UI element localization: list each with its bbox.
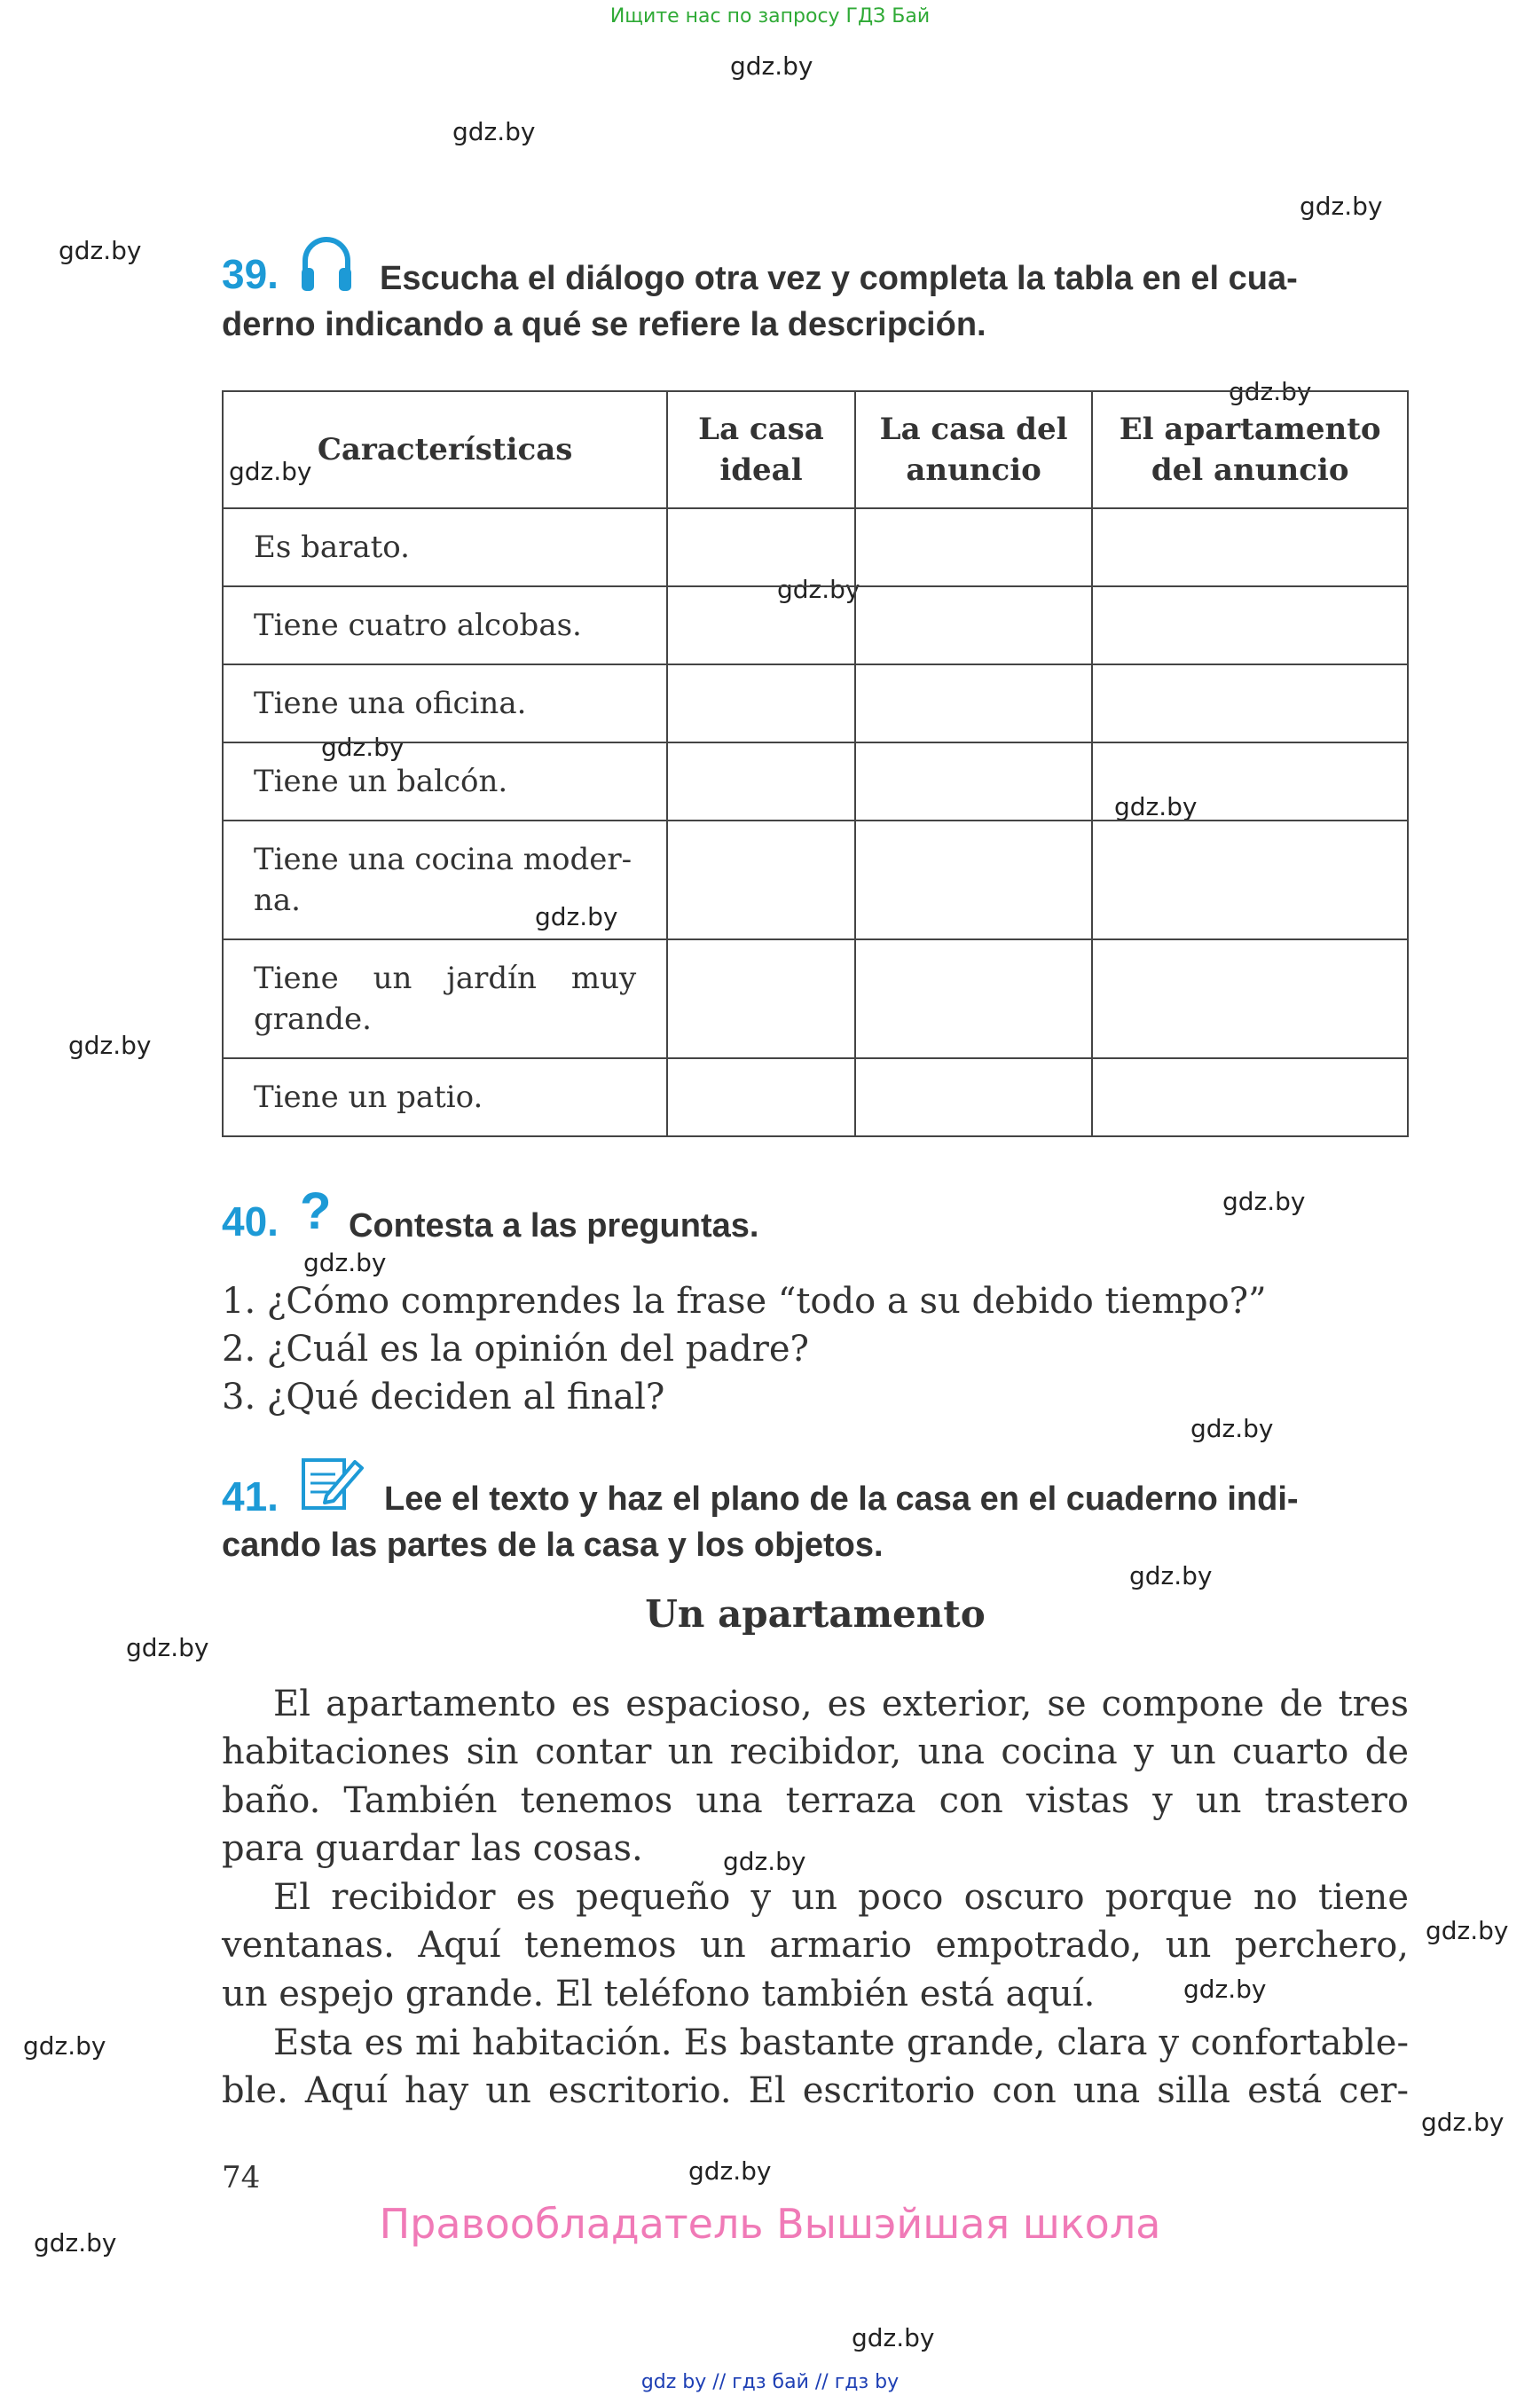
answer-cell[interactable] <box>1092 1058 1408 1136</box>
characteristics-table <box>222 390 1409 1137</box>
paragraph-2-cont <box>222 1921 1409 1970</box>
text-line: para guardar las cosas. <box>222 1828 643 1869</box>
watermark: gdz.by <box>59 236 142 265</box>
text-line: El apartamento es espacioso, es exterior, se compone de tres <box>273 1684 1409 1724</box>
table-header-row <box>223 391 1408 508</box>
watermark: gdz.by <box>723 1847 806 1876</box>
exercise-41-number: 41. <box>222 1473 279 1520</box>
table-row <box>223 664 1408 742</box>
top-banner: Ищите нас по запросу ГДЗ Бай <box>609 5 931 27</box>
watermark: gdz.by <box>688 2156 772 2186</box>
watermark: gdz.by <box>452 117 536 146</box>
footer-links[interactable]: gdz by // гдз бай // гдз by <box>640 2371 900 2393</box>
answer-cell[interactable] <box>667 742 855 821</box>
answer-cell[interactable] <box>1092 664 1408 742</box>
watermark: gdz.by <box>535 902 618 931</box>
row-label: Tiene un patio. <box>223 1058 667 1136</box>
watermark: gdz.by <box>34 2228 117 2258</box>
watermark: gdz.by <box>229 457 312 486</box>
answer-cell[interactable] <box>667 1058 855 1136</box>
answer-cell[interactable] <box>667 586 855 664</box>
text-line: ventanas. Aquí tenemos un armario empotrado, un perchero, <box>222 1925 1409 1966</box>
header-characteristics: Características <box>223 391 667 508</box>
table-row <box>223 742 1408 821</box>
paragraph-1-cont <box>222 1728 1409 1825</box>
answer-cell[interactable] <box>1092 508 1408 586</box>
watermark: gdz.by <box>303 1248 387 1277</box>
question-mark-icon: ? <box>300 1182 332 1240</box>
table-row <box>223 821 1408 939</box>
row-label: Tiene un balcón. <box>223 742 667 821</box>
watermark: gdz.by <box>1426 1916 1509 1945</box>
table-row <box>223 586 1408 664</box>
answer-cell[interactable] <box>855 742 1093 821</box>
headphones-icon <box>298 232 355 296</box>
text-line: Esta es mi habitación. Es bastante grande, clara y confortable- <box>273 2022 1409 2063</box>
row-label: Tiene una oficina. <box>223 664 667 742</box>
watermark: gdz.by <box>852 2323 935 2352</box>
text-line: un espejo grande. El teléfono también está aquí. <box>222 1974 1096 2014</box>
exercise-40-title: Contesta a las preguntas. <box>349 1207 759 1245</box>
answer-cell[interactable] <box>1092 821 1408 939</box>
answer-cell[interactable] <box>667 821 855 939</box>
text-line: habitaciones sin contar un recibidor, una cocina y un cuarto de <box>222 1732 1409 1772</box>
watermark: gdz.by <box>1300 192 1383 221</box>
watermark: gdz.by <box>1129 1561 1213 1590</box>
watermark: gdz.by <box>777 575 860 604</box>
answer-cell[interactable] <box>855 664 1093 742</box>
header-apartamento-anuncio: El apartamento del anuncio <box>1092 391 1408 508</box>
reading-title: Un apartamento <box>645 1592 986 1636</box>
text-line: ble. Aquí hay un escritorio. El escritorio con una silla está cer- <box>222 2070 1409 2111</box>
row-label: Tiene una cocina moder- na. <box>223 821 667 939</box>
answer-cell[interactable] <box>667 508 855 586</box>
question-1: 1. ¿Cómo comprendes la frase “todo a su debido tiempo?” <box>222 1281 1267 1322</box>
row-label: Tiene cuatro alcobas. <box>223 586 667 664</box>
answer-cell[interactable] <box>667 939 855 1058</box>
answer-cell[interactable] <box>855 939 1093 1058</box>
answer-cell[interactable] <box>1092 939 1408 1058</box>
answer-cell[interactable] <box>855 586 1093 664</box>
watermark: gdz.by <box>1229 377 1312 406</box>
paragraph-1 <box>222 1680 1409 1729</box>
answer-cell[interactable] <box>667 664 855 742</box>
paragraph-3 <box>273 2019 1409 2068</box>
text-line: El recibidor es pequeño y un poco oscuro porque no tiene <box>273 1877 1409 1918</box>
text-line: baño. También tenemos una terraza con vistas y un trastero <box>222 1779 1409 1821</box>
watermark: gdz.by <box>1222 1187 1306 1216</box>
answer-cell[interactable] <box>855 508 1093 586</box>
watermark: gdz.by <box>321 733 405 762</box>
table-row <box>223 939 1408 1058</box>
exercise-39-number: 39. <box>222 251 279 297</box>
copyright-holder: Правообладатель Вышэйшая школа <box>379 2200 1161 2248</box>
exercise-41-line1: Lee el texto y haz el plano de la casa en el cuaderno indi- <box>384 1480 1299 1518</box>
row-label: Tiene un jardín muy grande. <box>223 939 667 1058</box>
watermark: gdz.by <box>1190 1414 1274 1443</box>
watermark: gdz.by <box>730 51 813 81</box>
row-label: Es barato. <box>223 508 667 586</box>
exercise-41-line2: cando las partes de la casa y los objetos. <box>222 1527 884 1564</box>
question-2: 2. ¿Cuál es la opinión del padre? <box>222 1329 809 1370</box>
header-casa-ideal: La casa ideal <box>667 391 855 508</box>
table-row <box>223 1058 1408 1136</box>
watermark: gdz.by <box>126 1633 209 1662</box>
watermark: gdz.by <box>1421 2108 1505 2137</box>
watermark: gdz.by <box>1183 1975 1267 2004</box>
answer-cell[interactable] <box>1092 742 1408 821</box>
watermark: gdz.by <box>68 1031 152 1060</box>
watermark: gdz.by <box>23 2031 106 2061</box>
table-row <box>223 508 1408 586</box>
answer-cell[interactable] <box>855 821 1093 939</box>
questions-list <box>222 1277 1267 1421</box>
exercise-39-line2: derno indicando a qué se refiere la descripción. <box>222 306 986 343</box>
header-casa-anuncio: La casa del anuncio <box>855 391 1093 508</box>
exercise-40-number: 40. <box>222 1198 279 1245</box>
question-3: 3. ¿Qué deciden al final? <box>222 1377 665 1417</box>
exercise-39-line1: Escucha el diálogo otra vez y completa la tabla en el cua- <box>380 260 1298 297</box>
paragraph-2 <box>273 1873 1409 1922</box>
notepad-pencil-icon <box>300 1455 365 1513</box>
watermark: gdz.by <box>1114 792 1198 821</box>
page-number: 74 <box>222 2160 261 2195</box>
answer-cell[interactable] <box>1092 586 1408 664</box>
answer-cell[interactable] <box>855 1058 1093 1136</box>
paragraph-3-cont <box>222 2067 1409 2116</box>
